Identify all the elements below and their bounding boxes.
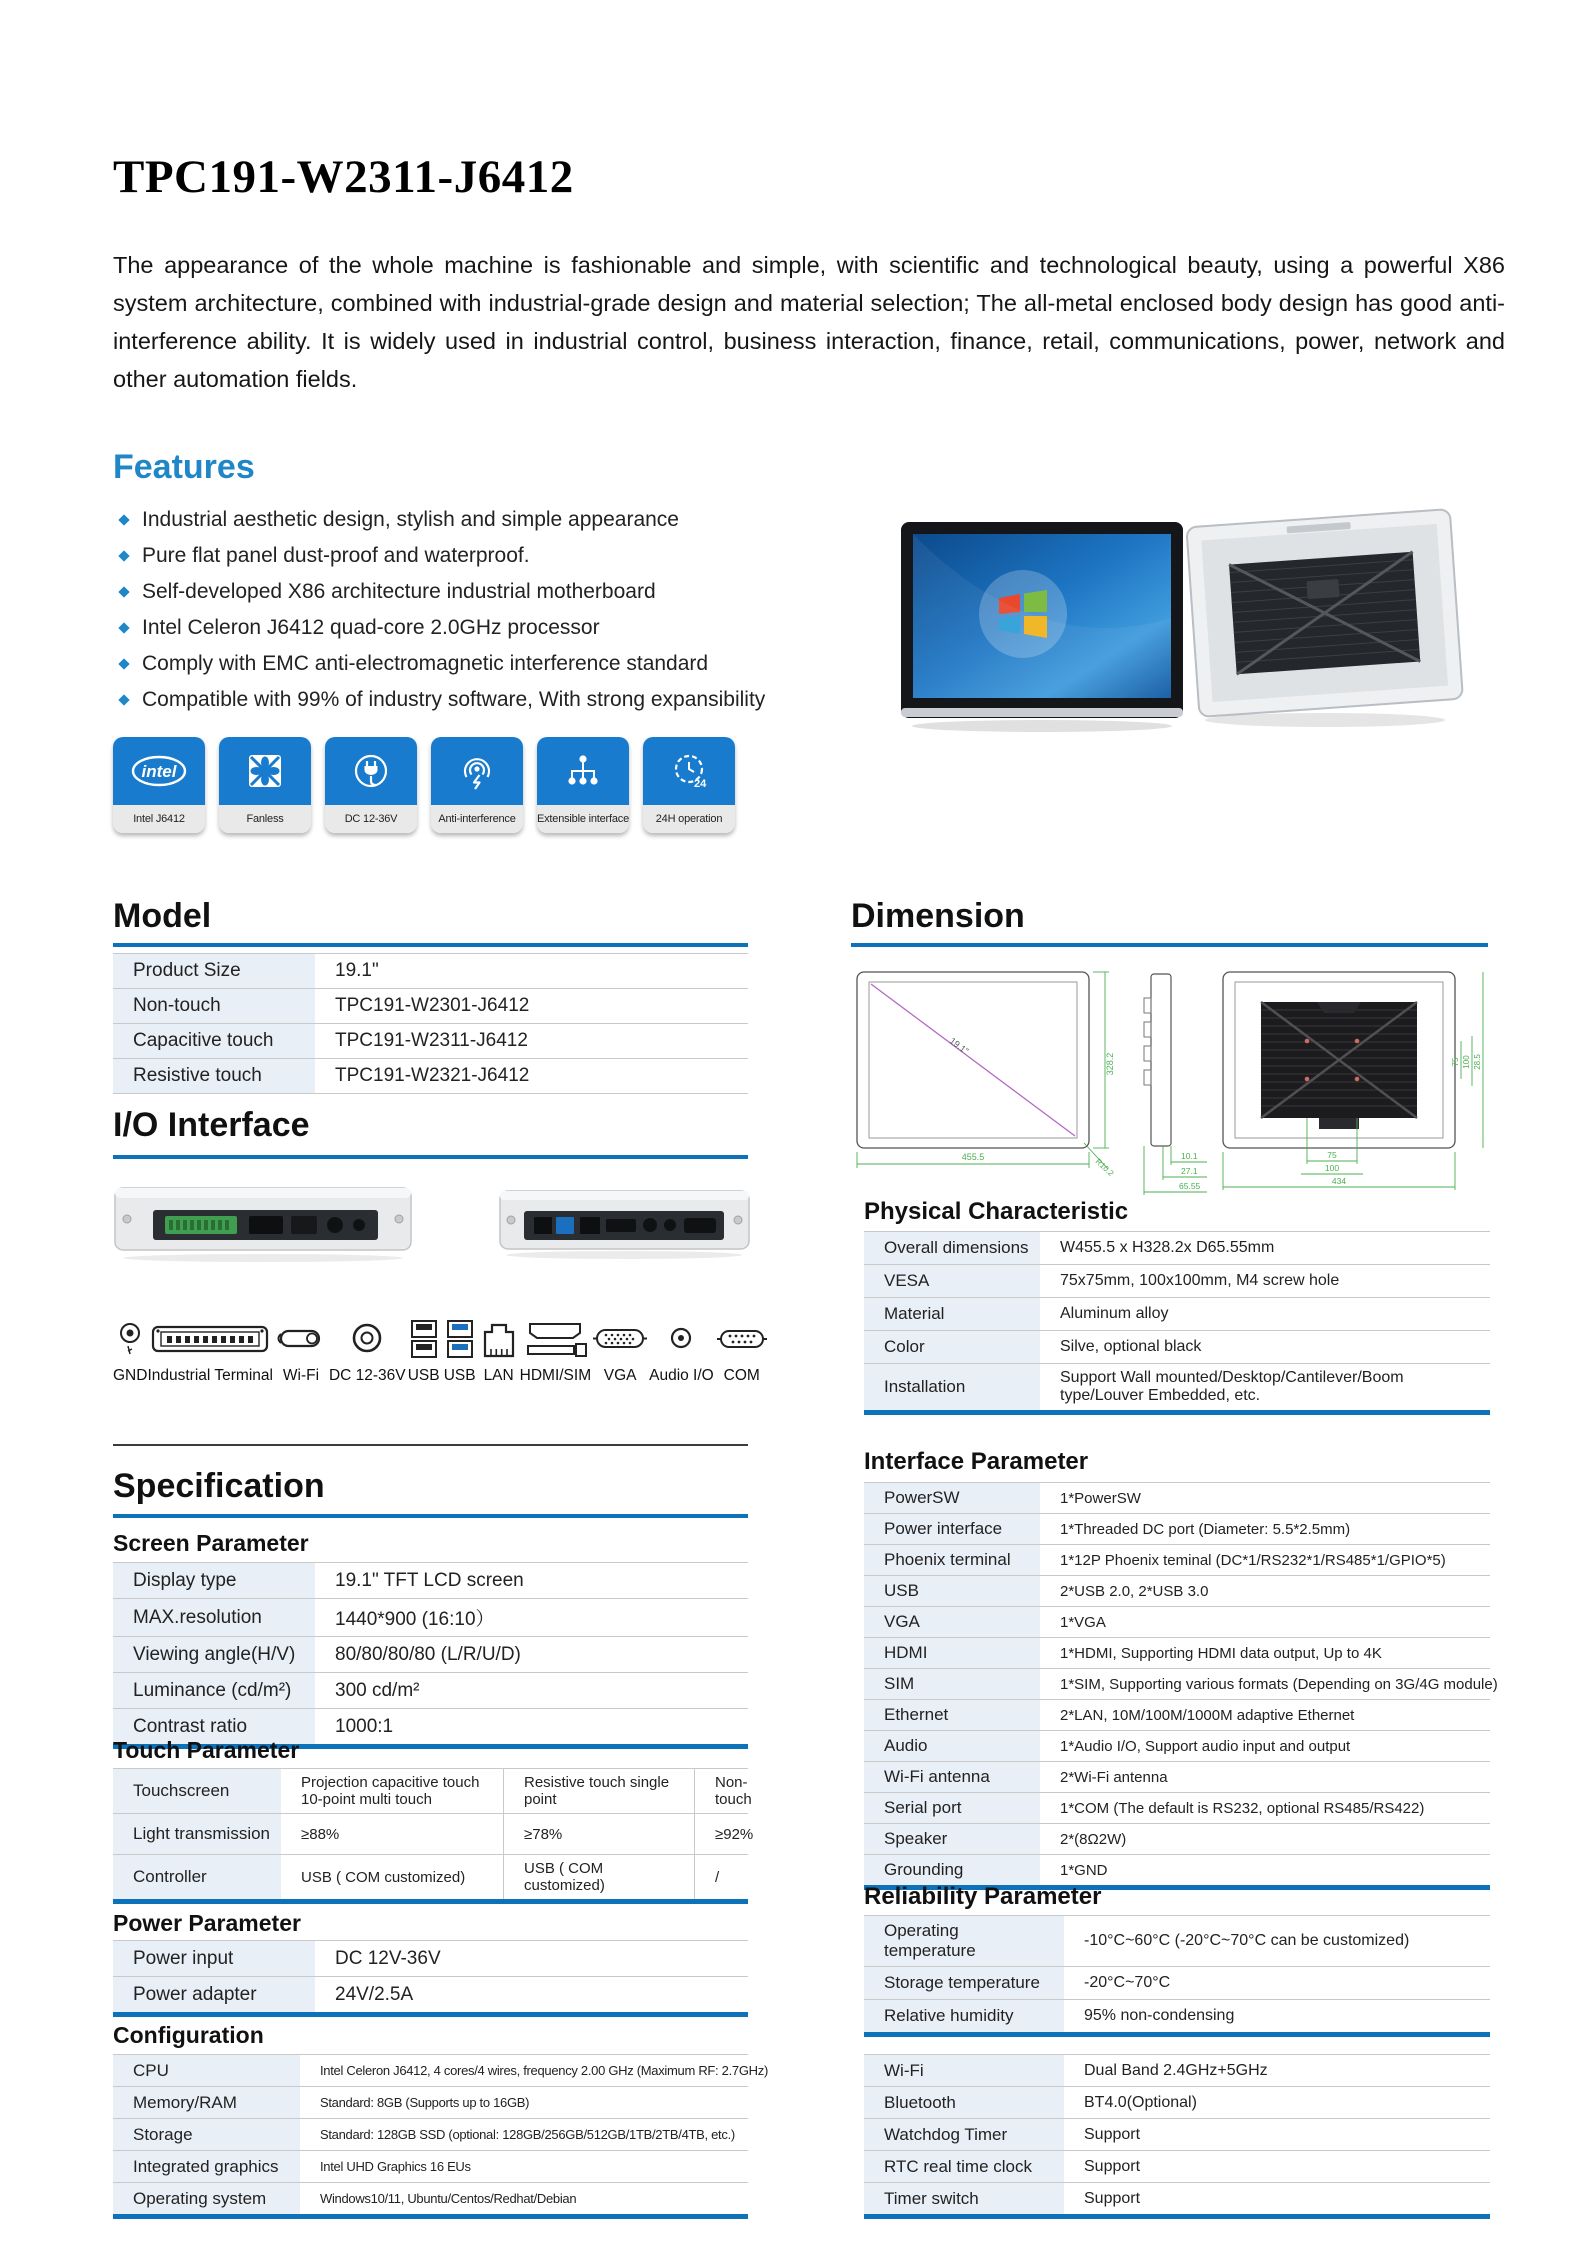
row-label: Viewing angle(H/V) [113,1637,315,1673]
table-row [864,1545,1490,1576]
audio-jack-icon [664,1318,698,1362]
row-label: Wi-Fi [864,2055,1064,2087]
industrial-terminal-icon [149,1318,271,1362]
row-value: 1*COM (The default is RS232, optional RS485/RS422) [1040,1793,1490,1824]
row-label: RTC real time clock [864,2151,1064,2183]
table-row [113,2087,748,2119]
row-value: 1*Audio I/O, Support audio input and output [1040,1731,1490,1762]
touch-param-heading: Touch Parameter [113,1737,300,1763]
row-value: Dual Band 2.4GHz+5GHz [1064,2055,1490,2087]
dc-jack-icon [345,1318,389,1362]
dim-diagonal-label: 19.1" [947,1035,971,1057]
dim-rear-bottom1-label: 75 [1327,1150,1337,1160]
row-label: Controller [113,1855,281,1902]
port-usb2: USB [406,1318,442,1385]
row-value: 1*HDMI, Supporting HDMI data output, Up to 4K [1040,1638,1490,1669]
row-value: Non-touch [695,1769,749,1814]
row-label: Luminance (cd/m²) [113,1673,315,1709]
row-value: 1*GND [1040,1855,1490,1888]
table-row [113,1769,748,1814]
row-label: CPU [113,2055,300,2087]
row-value: 1*PowerSW [1040,1483,1490,1514]
table-row [113,1599,748,1637]
row-value: Windows10/11, Ubuntu/Centos/Redhat/Debian [300,2183,748,2217]
row-label: Speaker [864,1824,1040,1855]
row-value: W455.5 x H328.2x D65.55mm [1040,1232,1490,1265]
table-row [864,2119,1490,2151]
dim-rear-right2-label: 100 [1462,1055,1471,1069]
row-value: 1*VGA [1040,1607,1490,1638]
row-label: Power adapter [113,1977,315,2015]
model-underline [113,943,748,947]
dimension-drawing [851,958,1488,1205]
table-row [113,2183,748,2217]
row-value: 19.1" TFT LCD screen [315,1563,748,1599]
row-label: Material [864,1298,1040,1331]
dim-rear-right3-label: 28.5 [1473,1054,1482,1070]
physical-table [864,1231,1490,1415]
diamond-bullet-icon [118,622,129,633]
badge-dc: DC 12-36V [325,737,417,833]
row-label: Operating system [113,2183,300,2217]
features-heading: Features [113,448,255,486]
port-hdmi-sim: HDMI/SIM [520,1318,591,1385]
port-audio: Audio I/O [649,1318,714,1385]
table-row [113,1977,748,2015]
row-value: ≥92% [695,1814,749,1855]
row-value: Support Wall mounted/Desktop/Cantilever/Boom type/Louver Embedded, etc. [1040,1364,1490,1413]
table-row [864,2000,1490,2035]
feature-item: Intel Celeron J6412 quad-core 2.0GHz processor [118,610,765,646]
io-photo-left [113,1182,413,1269]
row-label: Memory/RAM [113,2087,300,2119]
feature-item: Self-developed X86 architecture industrial motherboard [118,574,765,610]
badge-intel: intel Intel J6412 [113,737,205,833]
com-icon [714,1318,770,1362]
extensible-interface-icon [537,737,629,805]
dim-rear-right1-label: 75 [1451,1057,1460,1067]
row-label: Ethernet [864,1700,1040,1731]
row-value: TPC191-W2321-J6412 [315,1059,748,1094]
io-photo-right [498,1187,751,1266]
table-row [864,1232,1490,1265]
gnd-icon [115,1318,145,1362]
row-value: Standard: 8GB (Supports up to 16GB) [300,2087,748,2119]
power-param-heading: Power Parameter [113,1910,301,1936]
row-label: Wi-Fi antenna [864,1762,1040,1793]
table-row [864,1607,1490,1638]
row-label: USB [864,1576,1040,1607]
port-icon-strip [113,1318,761,1385]
row-value: / [695,1855,749,1902]
table-row [864,1916,1490,1967]
model-heading: Model [113,897,212,935]
table-row [864,1731,1490,1762]
io-heading: I/O Interface [113,1106,310,1144]
interface-param-heading: Interface Parameter [864,1448,1089,1475]
table-row [113,1941,748,1977]
diamond-bullet-icon [118,658,129,669]
table-row [113,2055,748,2087]
row-label: Relative humidity [864,2000,1064,2035]
row-value: 75x75mm, 100x100mm, M4 screw hole [1040,1265,1490,1298]
row-label: Capacitive touch [113,1024,315,1059]
table-row [864,1762,1490,1793]
table-row [864,1265,1490,1298]
row-value: 1440*900 (16:10） [315,1599,748,1637]
row-value: 2*USB 2.0, 2*USB 3.0 [1040,1576,1490,1607]
port-com: COM [714,1318,770,1385]
table-row [864,1669,1490,1700]
intel-logo-icon [113,737,205,805]
configuration-heading: Configuration [113,2022,264,2048]
row-value: USB ( COM customized) [504,1855,695,1902]
row-value: DC 12V-36V [315,1941,748,1977]
wifi-antenna-icon [273,1318,329,1362]
row-value: 1*SIM, Supporting various formats (Depending on 3G/4G module) [1040,1669,1490,1700]
row-value: ≥78% [504,1814,695,1855]
port-industrial-terminal: Industrial Terminal [147,1318,273,1385]
row-value: 19.1" [315,954,748,989]
dimension-heading: Dimension [851,897,1025,935]
reliability-table [864,1915,1490,2037]
row-value: -20°C~70°C [1064,1967,1490,2000]
row-label: MAX.resolution [113,1599,315,1637]
table-row [864,2183,1490,2217]
row-value: Intel UHD Graphics 16 EUs [300,2151,748,2183]
features-list [118,502,765,718]
table-row [113,1673,748,1709]
row-value: Resistive touch single point [504,1769,695,1814]
svg-text:24: 24 [694,778,707,790]
row-value: 80/80/80/80 (L/R/U/D) [315,1637,748,1673]
table-row [113,2151,748,2183]
row-label: Resistive touch [113,1059,315,1094]
dimension-underline [851,943,1488,947]
row-label: Display type [113,1563,315,1599]
table-row [113,1637,748,1673]
row-value: 24V/2.5A [315,1977,748,2015]
row-label: Integrated graphics [113,2151,300,2183]
specification-underline [113,1514,748,1518]
dim-height-label: 328.2 [1105,1052,1115,1076]
fanless-icon [219,737,311,805]
row-label: Storage [113,2119,300,2151]
table-row [864,1793,1490,1824]
table-row [864,1331,1490,1364]
row-value: BT4.0(Optional) [1064,2087,1490,2119]
table-row [113,2119,748,2151]
row-value: -10°C~60°C (-20°C~70°C can be customized) [1064,1916,1490,1967]
table-row [113,1059,748,1094]
usb3-icon [442,1318,478,1362]
row-label: SIM [864,1669,1040,1700]
table-row [113,1855,748,1902]
row-value: USB ( COM customized) [281,1855,504,1902]
diamond-bullet-icon [118,586,129,597]
row-label: Power input [113,1941,315,1977]
row-value: ≥88% [281,1814,504,1855]
row-value: 1*12P Phoenix teminal (DC*1/RS232*1/RS485*1/GPIO*5) [1040,1545,1490,1576]
row-label: Watchdog Timer [864,2119,1064,2151]
table-row [113,1563,748,1599]
row-label: Product Size [113,954,315,989]
badge-extensible: Extensible interface [537,737,629,833]
svg-text:intel: intel [141,762,177,781]
row-label: Timer switch [864,2183,1064,2217]
usb2-icon [406,1318,442,1362]
table-row [113,1024,748,1059]
24h-clock-icon [643,737,735,805]
row-value: Aluminum alloy [1040,1298,1490,1331]
row-label: Power interface [864,1514,1040,1545]
product-description: The appearance of the whole machine is fashionable and simple, with scientific and technological beauty, using a powerful X86 system architecture, combined with industrial-grade design and material selection; The all-metal enclosed body design has good anti-interference ability. It is widely used in industrial control, business interaction, finance, retail, communications, power, network and other automation fields. [113,252,1505,392]
screen-param-heading: Screen Parameter [113,1530,309,1556]
badge-fanless: Fanless [219,737,311,833]
product-photo-front-back [895,498,1475,758]
table-row [864,2151,1490,2183]
row-label: Non-touch [113,989,315,1024]
row-value: 95% non-condensing [1064,2000,1490,2035]
row-value: 2*Wi-Fi antenna [1040,1762,1490,1793]
row-value: 2*LAN, 10M/100M/1000M adaptive Ethernet [1040,1700,1490,1731]
row-label: Audio [864,1731,1040,1762]
port-usb3: USB [442,1318,478,1385]
feature-item: Pure flat panel dust-proof and waterproof. [118,538,765,574]
row-value: Projection capacitive touch 10-point multi touch [281,1769,504,1814]
table-row [113,989,748,1024]
vga-icon [591,1318,649,1362]
table-row [864,1483,1490,1514]
table-row [113,954,748,989]
diamond-bullet-icon [118,694,129,705]
specification-heading: Specification [113,1467,325,1505]
table-row [864,2055,1490,2087]
page-title: TPC191-W2311-J6412 [113,151,574,203]
table-row [864,1576,1490,1607]
lan-icon [478,1318,520,1362]
dim-side2-label: 27.1 [1181,1166,1198,1176]
row-value: Standard: 128GB SSD (optional: 128GB/256GB/512GB/1TB/2TB/4TB, etc.) [300,2119,748,2151]
row-value: 300 cd/m² [315,1673,748,1709]
row-label: Color [864,1331,1040,1364]
diamond-bullet-icon [118,550,129,561]
row-label: PowerSW [864,1483,1040,1514]
dim-rear-bottom3-label: 434 [1331,1176,1347,1186]
row-value: 2*(8Ω2W) [1040,1824,1490,1855]
product-images [895,498,1475,763]
port-vga: VGA [591,1318,649,1385]
row-label: Operating temperature [864,1916,1064,1967]
row-value: 1000:1 [315,1709,748,1747]
row-value: TPC191-W2301-J6412 [315,989,748,1024]
io-divider [113,1444,748,1446]
interface-param-table [864,1482,1498,1890]
port-lan: LAN [478,1318,520,1385]
row-value: Support [1064,2183,1490,2217]
feature-item: Industrial aesthetic design, stylish and simple appearance [118,502,765,538]
row-label: VESA [864,1265,1040,1298]
row-label: Light transmission [113,1814,281,1855]
row-label: Installation [864,1364,1040,1413]
model-table [113,953,748,1094]
port-wifi: Wi-Fi [273,1318,329,1385]
touch-param-table [113,1768,754,1904]
row-label: Touchscreen [113,1769,281,1814]
row-value: Support [1064,2119,1490,2151]
row-label: Serial port [864,1793,1040,1824]
power-param-table [113,1940,748,2017]
feature-item: Compatible with 99% of industry software, With strong expansibility [118,682,765,718]
hdmi-sim-icon [520,1318,590,1362]
table-row [864,1638,1490,1669]
table-row [864,1967,1490,2000]
diamond-bullet-icon [118,514,129,525]
table-row [864,1824,1490,1855]
table-row [864,1700,1490,1731]
row-label: Storage temperature [864,1967,1064,2000]
table-row [864,1514,1490,1545]
feature-item: Comply with EMC anti-electromagnetic interference standard [118,646,765,682]
dim-width-label: 455.5 [961,1152,985,1162]
badge-24h: 24 24H operation [643,737,735,833]
row-label: HDMI [864,1638,1040,1669]
table-row [864,1298,1490,1331]
row-value: TPC191-W2311-J6412 [315,1024,748,1059]
screen-param-table [113,1562,748,1749]
dc-plug-icon [325,737,417,805]
anti-interference-icon [431,737,523,805]
table-row [113,1814,748,1855]
row-label: Overall dimensions [864,1232,1040,1265]
dim-corner-label: R10.2 [1093,1156,1116,1179]
port-gnd: GND [113,1318,147,1385]
row-value: Silve, optional black [1040,1331,1490,1364]
row-label: Grounding [864,1855,1040,1888]
table-row [864,2087,1490,2119]
physical-heading: Physical Characteristic [864,1198,1129,1225]
io-underline [113,1155,748,1159]
badge-anti-interference: Anti-interference [431,737,523,833]
configuration-table [113,2054,768,2219]
row-label: Bluetooth [864,2087,1064,2119]
dim-side3-label: 65.55 [1179,1181,1201,1191]
misc-table [864,2054,1490,2219]
table-row [864,1364,1490,1413]
row-label: Contrast ratio [113,1709,315,1747]
feature-badges [113,737,735,833]
dim-rear-bottom2-label: 100 [1324,1163,1340,1173]
row-value: 1*Threaded DC port (Diameter: 5.5*2.5mm) [1040,1514,1490,1545]
row-label: Phoenix terminal [864,1545,1040,1576]
row-label: VGA [864,1607,1040,1638]
row-value: Support [1064,2151,1490,2183]
row-value: Intel Celeron J6412, 4 cores/4 wires, frequency 2.00 GHz (Maximum RF: 2.7GHz) [300,2055,748,2087]
dim-side1-label: 10.1 [1181,1151,1198,1161]
port-dc: DC 12-36V [329,1318,406,1385]
reliability-heading: Reliability Parameter [864,1883,1102,1910]
